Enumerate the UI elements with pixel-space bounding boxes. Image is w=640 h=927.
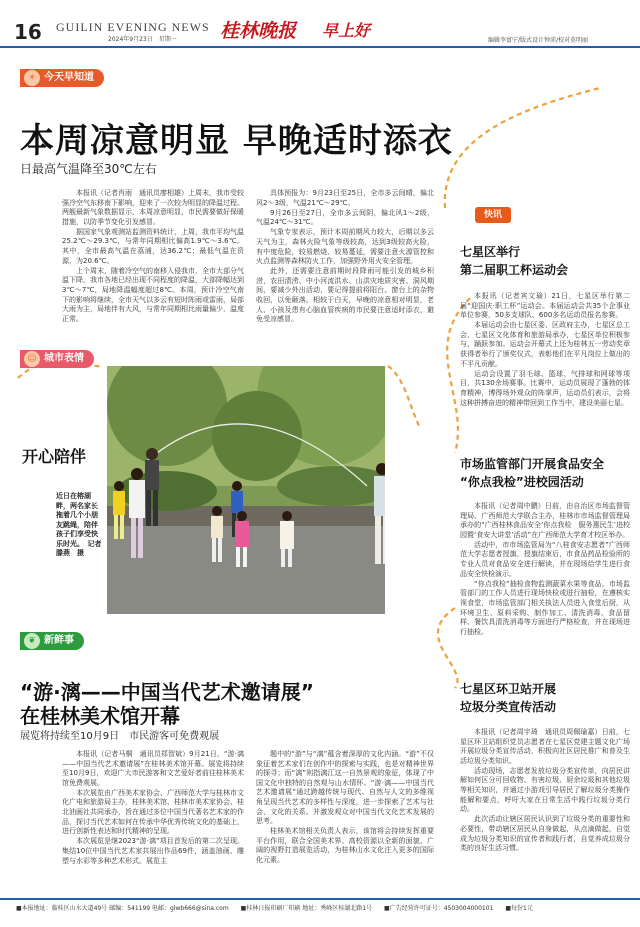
weather-col-2 xyxy=(256,189,434,339)
weather-col2-p2: 9月26日至27日，全市多云间阴，偏北风1～2级，气温24℃～31℃。 xyxy=(256,208,434,227)
brief3-p1: 本报讯（记者周宇琦 通讯员周佩瑜嘉）日前，七星区环卫站组织党员志愿者在七星区党建主题文化广场开展垃圾分类宣传活动，积极向社区居民推广和普及生活垃圾分类知识。 xyxy=(460,728,630,765)
art-col-1 xyxy=(62,750,244,878)
weather-col1-p1: 本报讯（记者肖雨 通讯员廖相雄）上周末，我市受较强冷空气东移南下影响，迎来了一次较为明显的降温过程。两舰最新气象数据显示，本周凉意明显，市民需要做好保暖措施，以防季节变化引发感冒。 xyxy=(62,189,244,226)
brief3-body xyxy=(460,728,630,890)
weather-col-1 xyxy=(62,189,244,339)
brief3-title-line1: 七星区环卫站开展 xyxy=(460,682,557,696)
paper-logo: 桂林晚报 xyxy=(220,20,297,42)
tag-city xyxy=(20,350,94,368)
brief3-title xyxy=(460,680,630,716)
brief2-title-line2: “你点我检”进校园活动 xyxy=(460,475,584,489)
tag-news xyxy=(20,632,84,650)
brief1-title xyxy=(460,243,630,279)
smile-icon: ☺ xyxy=(24,351,40,367)
footer-info: ■本报地址：临桂区山水大道49号 邮编：541199 电邮：glwb666@sina.com ■桂林日报印刷厂印刷 地址：秀峰区桂湖北路1号 ■广告经营许可证号：4503004000101 ■每份1元 xyxy=(16,905,533,912)
weather-col1-p3: 上个周末，随着冷空气的南移入侵我市，全市大部分气温下降，我市各地已经出现不同程度的降温，大部降幅达到3℃～7℃，局地降温幅度超过8℃。本周，预计冷空气南下的影响将继续，全市天气以多云有短时阵雨或雷雨，局部大雨为主，局地伴有大风，与常年同期相比雨量偏少，温度正常。 xyxy=(62,266,244,323)
art-headline-line1: “游·漓——中国当代艺术邀请展” xyxy=(20,680,314,704)
brief1-p3: 运动会设置了羽毛球、篮球、气排球和网球等项目，共130余场赛事。比赛中，运动员展现了蓬勃的体育精神，博得场外观众的阵掌声，运动员们表示，会将这种拼搏奋进的精神带回到工作当中，建设美丽七星。 xyxy=(460,369,630,407)
weather-subheadline: 日最高气温降至30℃左右 xyxy=(20,162,157,176)
photo-story-title: 开心陪伴 xyxy=(22,447,87,466)
brief3-p2: 活动现场，志愿者发放垃圾分类宣传单，向居民讲解如何区分可回收物、有害垃圾、厨余垃圾和其他垃圾等相关知识，并通过小游戏引导居民了解垃圾分类操作能解和要点，呼吁大家在日常生活中践行垃圾分类行动。 xyxy=(460,766,630,814)
art-col-2 xyxy=(256,750,434,878)
art-col1-p1: 本报讯（记者马桐 通讯员郑智斌）9月21日，“游·漓——中国当代艺术邀请展”在桂林美术馆开幕。展览将持续至10月9日，欢迎广大市民游客和文艺爱好者前往桂林美术馆免费观展。 xyxy=(62,750,244,787)
photo-scene xyxy=(107,366,385,614)
brief2-p3: “你点我检”抽检食物监测蔬菜水果等食品，市场监管部门的工作人员进行现场快检或进行抽检，在遵核实视食堂，市场监管部门相关执法人员进入食堂后厨，从环境卫生、原料采购、制作加工、清洗消毒、食品留样、餐饮具清洗消毒等方面进行严格检查，并在现场进行抽检。 xyxy=(460,579,630,636)
brief3-title-line2: 垃圾分类宣传活动 xyxy=(460,700,557,714)
brief1-p1: 本报讯（记者宾文瑜）21日，七星区举行第二届“迎国庆·职工杯”运动会。本届运动会共35个企事业单位参赛，50多支球队、600多名运动员报名参赛。 xyxy=(460,292,630,320)
editor-info: 编辑李富宁/版式设计钟沛/校对莫明丽 xyxy=(488,37,589,44)
brief1-title-line2: 第二届职工杯运动会 xyxy=(460,263,569,277)
weather-col2-p3: 气象专家表示，预计本周前期风力较大，后期以多云天气为主，森林火险气象等级较高，达到3级较高火险，有中度危险，较易燃烧、较易蔓延，需要注意火源管控和火点监测等森林防火工作，加强野外用火安全管理。 xyxy=(256,228,434,266)
page-number: 16 xyxy=(14,20,42,44)
paper-name-en: GUILIN EVENING NEWS xyxy=(56,20,210,34)
section-name: 早上好 xyxy=(322,21,371,40)
weather-headline: 本周凉意明显 早晚适时添衣 xyxy=(20,121,453,161)
tag-city-label: 城市表情 xyxy=(44,353,84,364)
sun-icon: ☀ xyxy=(24,70,40,86)
brief1-title-line1: 七星区举行 xyxy=(460,245,521,259)
jump-rope-photo xyxy=(107,366,385,614)
brief2-title-line1: 市场监管部门开展食品安全 xyxy=(460,457,605,471)
brief2-p1: 本报讯（记者周中鹏）日前，由自治区市场监督管理局、广西师范大学联合主办，桂林市市场监督管理局承办的“广西桂林食品安全‘你点我检 服务惠民生’进校园暨‘食安大讲堂’活动”在广西师范大学育才校区举办。 xyxy=(460,502,630,539)
brief2-body xyxy=(460,502,630,674)
sprout-icon: ❦ xyxy=(24,633,40,649)
photo-caption: 近日在榕湖畔，两名家长拖着几个小朋友跳绳，陪伴孩子们享受快乐时光。 记者滕燕 摄 xyxy=(56,492,102,557)
express-badge: 快讯 xyxy=(475,207,511,223)
tag-news-label: 新鲜事 xyxy=(44,635,74,646)
tag-today xyxy=(20,69,104,87)
brief2-p2: 活动中，市市场监管局为“八桂食安志愿者”广西师范大学志愿者授旗，授旗结束后，市食品药品检验所的专业人员对食品安全进行解读，并在现场给学生进行食品安全快检演示。 xyxy=(460,540,630,578)
weather-col2-p4: 此外，还需要注意前期时段降雨可能引发的城乡积涝，农田渍涝、中小河流洪水、山洪灾地质灾害、洞风期间，要减少外出活动，要记得提前将阳台、窗台上的杂物收回，以免砸落。相较于白天，早晚的凉意相对明显，老人、小孩及患有心脑血管疾病的市民要注意适时添衣，避免受凉感冒。 xyxy=(256,267,434,324)
brief1-p2: 本届运动会由七星区委、区政府主办，七星区总工会、七星区文化体育和旅游局承办，七星区单位积极参与，踊跃参加。运动会开幕式上还为桂林五一劳动奖章获得者举行了颁奖仪式，表彰他们在平凡岗位上做出的不平凡贡献。 xyxy=(460,321,630,368)
art-col2-p2: 桂林美术馆相关负责人表示，该馆将会持续发挥重要平台作用，联合全国美术界、高校资源以全新的面貌、广阔的视野打造展览活动，为桂林山水文化注入更多的国际化元素。 xyxy=(256,827,434,865)
weather-col2-p1: 具体预报为：9月23日至25日，全市多云间晴，偏北风2～3级，气温21℃～29℃。 xyxy=(256,189,434,207)
art-subheadline: 展览将持续至10月9日 市民游客可免费观展 xyxy=(20,731,220,742)
weather-col1-p2: 据国家气象观测站监测资料统计，上周，我市平均气温25.2℃～29.3℃，与常年同期相比偏高1.9℃～3.6℃。其中，全市最高气温在荔浦，达36.2℃；最低气温在资源，为20.6℃。 xyxy=(62,227,244,265)
art-headline-line2: 在桂林美术馆开幕 xyxy=(20,704,180,728)
brief3-p3: 此次活动让辖区居民认识到了垃圾分类的重要性和必要性，带动辖区居民从自身做起，从点滴做起，自觉成为垃圾分类知识的宣传者和践行者，自觉养成垃圾分类的良好生活习惯。 xyxy=(460,815,630,853)
brief1-body xyxy=(460,292,630,430)
brief2-title xyxy=(460,455,630,491)
art-col1-p2: 本次展览由广西美术家协会、广西师范大学与桂林市文化广电和旅游局主办，桂林美术馆、桂林市美术家协会、桂北油画社共同承办，旨在通过多位中国当代著名艺术家的作品，探讨当代艺术如何在传承中华优秀传统文化的基础上，进行创新性表达和时代精神的呈现。 xyxy=(62,788,244,836)
tag-today-label: 今天早知道 xyxy=(44,72,94,83)
art-col2-p1: 题中的“游”与“漓”蕴含着深厚的文化内涵。“游”不仅象征着艺术家们在创作中的探索与实践，也是对精神世界的探寻；而“漓”则指漓江这一自然景观的象征，体现了中国文化中独特的自然观与山水情怀。“游·漓——中国当代艺术邀请展”通过跨越传统与现代、自然与人文的多维视角呈现当代艺术的多样性与深度，进一步探索了艺术与社会、文化的关系。并激发观众对中国当代文化艺术发展的思考。 xyxy=(256,750,434,826)
issue-date: 2024年9月23日 星期一 xyxy=(108,36,177,43)
art-col1-p3: 本次展览是继2023“游·漓”项目首发后的第二次呈现。集结10位中国当代艺术家共展出作品69件，涵盖油画、雕塑与水彩等多种艺术形式。展览主 xyxy=(62,837,244,865)
